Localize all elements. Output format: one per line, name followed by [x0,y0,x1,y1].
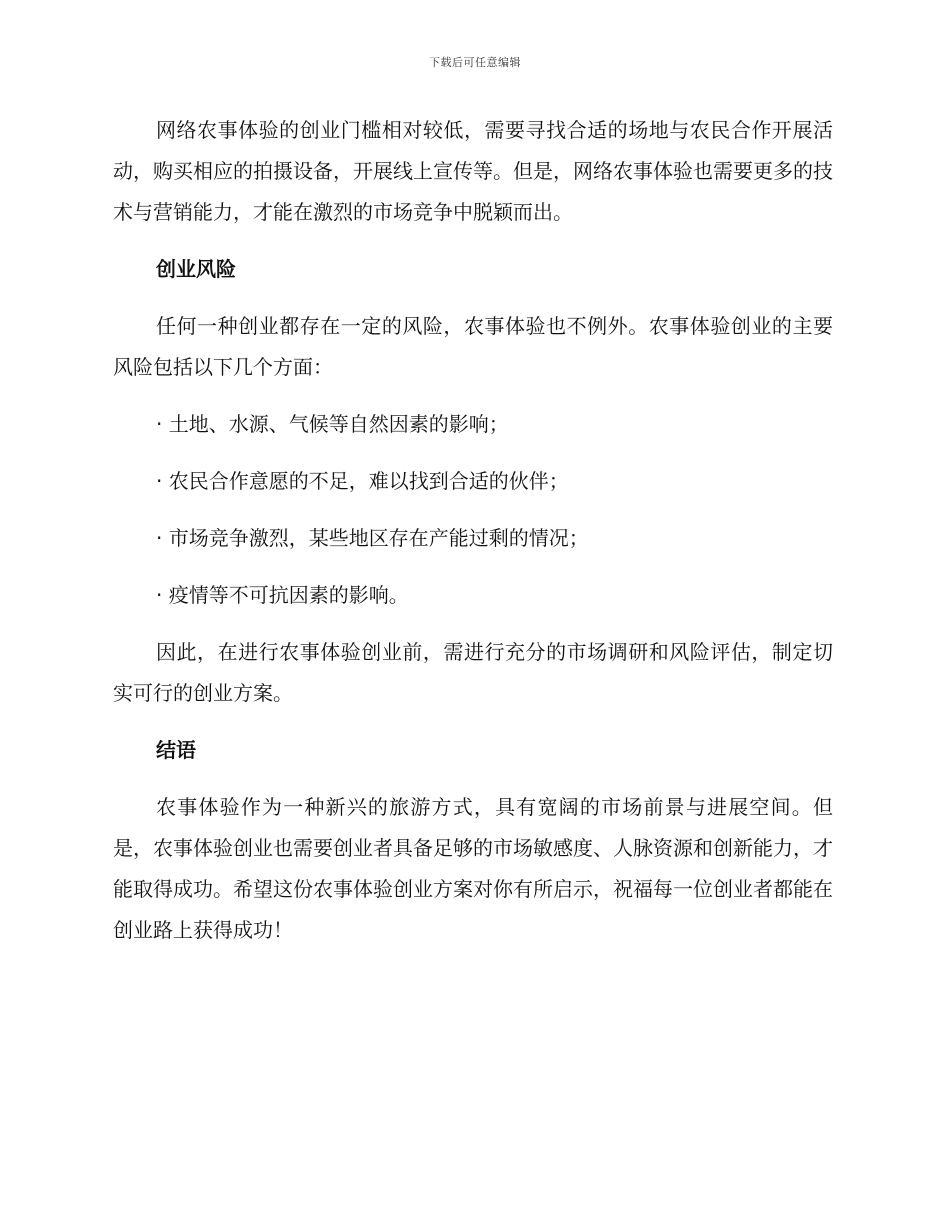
spacer [113,445,833,461]
risk-heading: 创业风险 [156,257,236,281]
spacer [113,502,833,518]
risk-intro-paragraph: 任何一种创业都存在一定的风险，农事体验也不例外。农事体验创业的主要风险包括以下几个方面： [113,314,833,379]
risk-conclusion-paragraph: 因此，在进行农事体验创业前，需进行充分的市场调研和风险评估，制定切实可行的创业方案。 [113,640,833,705]
spacer [113,233,833,249]
page-header-note: 下载后可任意编辑 [429,56,521,69]
spacer [113,714,833,730]
spacer [113,616,833,632]
risk-item-natural: · 土地、水源、气候等自然因素的影响； [156,412,509,436]
risk-item-force-majeure: · 疫情等不可抗因素的影响。 [156,583,409,607]
closing-heading: 结语 [156,738,196,762]
intro-paragraph: 网络农事体验的创业门槛相对较低，需要寻找合适的场地与农民合作开展活动，购买相应的拍摄设备，开展线上宣传等。但是，网络农事体验也需要更多的技术与营销能力，才能在激烈的市场竞争中脱颖而出。 [113,118,833,224]
spacer [113,559,833,575]
risk-item-cooperation: · 农民合作意愿的不足，难以找到合适的伙伴； [156,469,569,493]
spacer [113,388,833,404]
closing-paragraph: 农事体验作为一种新兴的旅游方式，具有宽阔的市场前景与进展空间。但是，农事体验创业也需要创业者具备足够的市场敏感度、人脉资源和创新能力，才能取得成功。希望这份农事体验创业方案对你有所启示，祝福每一位创业者都能在创业路上获得成功！ [113,795,833,942]
risk-item-competition: · 市场竞争激烈，某些地区存在产能过剩的情况； [156,526,589,550]
spacer [113,290,833,306]
document-body [113,110,833,951]
spacer [113,771,833,787]
